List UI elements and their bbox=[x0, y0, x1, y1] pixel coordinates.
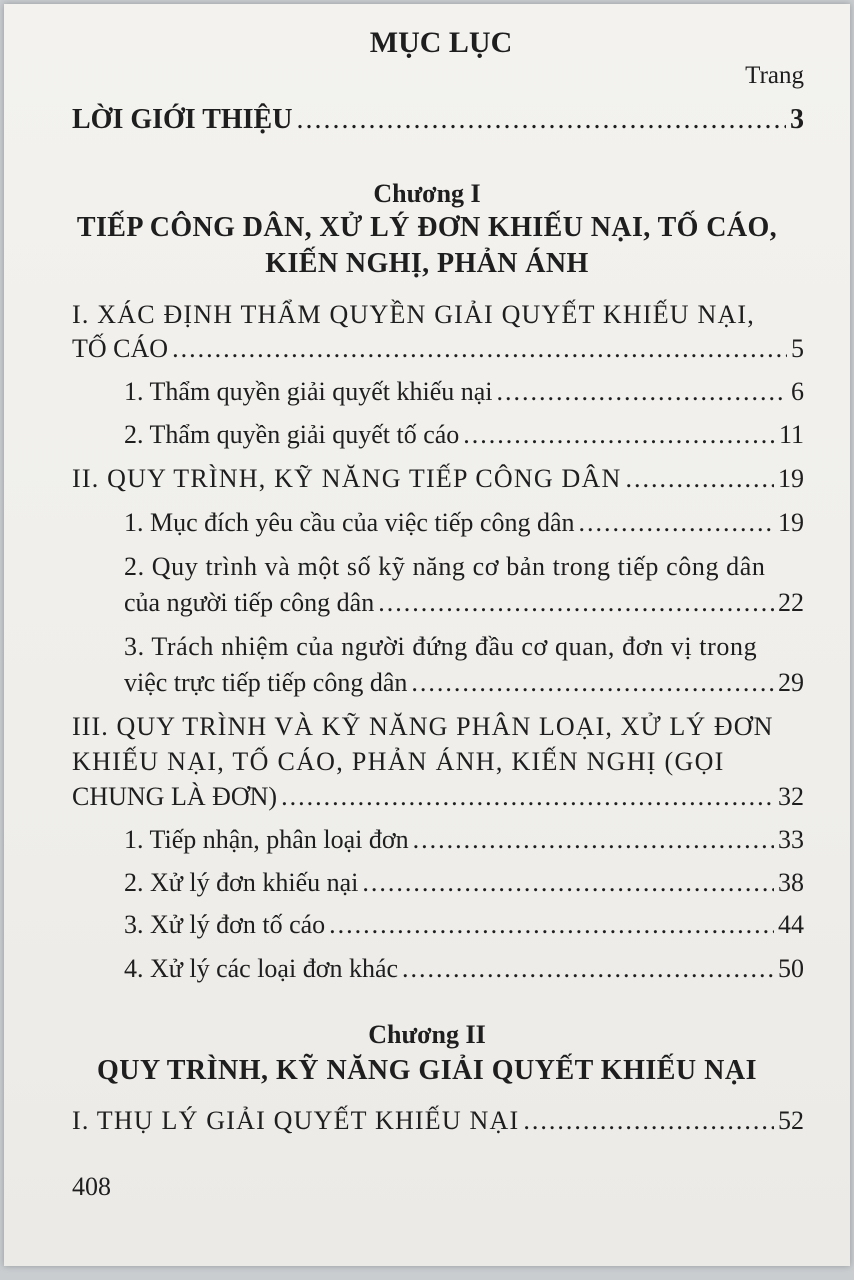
dot-leader bbox=[362, 868, 774, 898]
toc-entry-page: 32 bbox=[778, 782, 804, 811]
page-title: MỤC LỤC bbox=[369, 26, 513, 59]
dot-leader bbox=[497, 377, 788, 407]
toc-entry-section-1[interactable] bbox=[72, 334, 804, 364]
toc-entry-label: 3. Xử lý đơn tố cáo bbox=[124, 910, 326, 939]
toc-entry-page: 5 bbox=[791, 334, 804, 363]
toc-entry-page: 29 bbox=[778, 668, 804, 697]
dot-leader bbox=[411, 668, 774, 698]
chapter-number: Chương II bbox=[368, 1020, 486, 1049]
toc-entry-section-3[interactable] bbox=[72, 782, 804, 812]
toc-entry-label: TỐ CÁO bbox=[72, 334, 169, 363]
toc-entry-label: CHUNG LÀ ĐƠN) bbox=[72, 782, 278, 811]
toc-entry-page: 44 bbox=[778, 910, 804, 939]
toc-entry-label: II. QUY TRÌNH, KỸ NĂNG TIẾP CÔNG DÂN bbox=[72, 464, 622, 493]
chapter-title-line: QUY TRÌNH, KỸ NĂNG GIẢI QUYẾT KHIẾU NẠI bbox=[97, 1055, 757, 1086]
toc-entry-page: 19 bbox=[778, 464, 804, 493]
dot-leader bbox=[463, 420, 775, 450]
toc-entry-label: của người tiếp công dân bbox=[124, 588, 375, 617]
toc-entry-item[interactable] bbox=[124, 508, 804, 538]
dot-leader bbox=[579, 508, 775, 538]
toc-entry-item[interactable] bbox=[124, 668, 804, 698]
toc-entry-item[interactable] bbox=[124, 910, 804, 940]
page-number: 408 bbox=[72, 1172, 111, 1201]
toc-entry-item[interactable] bbox=[124, 420, 804, 450]
toc-entry-label: 2. Thẩm quyền giải quyết tố cáo bbox=[124, 420, 460, 449]
toc-entry-label: 3. Trách nhiệm của người đứng đầu cơ quan, đơn vị trong bbox=[124, 632, 758, 661]
toc-entry-page: 38 bbox=[778, 868, 804, 897]
toc-section-label: KHIẾU NẠI, TỐ CÁO, PHẢN ÁNH, KIẾN NGHỊ (GỌI bbox=[72, 747, 725, 776]
toc-section-label: III. QUY TRÌNH VÀ KỸ NĂNG PHÂN LOẠI, XỬ LÝ ĐƠN bbox=[72, 712, 774, 741]
chapter-title-line: KIẾN NGHỊ, PHẢN ÁNH bbox=[265, 248, 589, 279]
dot-leader bbox=[413, 825, 774, 855]
toc-entry-intro[interactable] bbox=[72, 104, 804, 136]
toc-entry-label: 4. Xử lý các loại đơn khác bbox=[124, 954, 399, 983]
toc-entry-page: 11 bbox=[778, 420, 804, 449]
toc-entry-label: 2. Xử lý đơn khiếu nại bbox=[124, 868, 359, 897]
toc-entry-page: 33 bbox=[778, 825, 804, 854]
toc-entry-label: 1. Mục đích yêu cầu của việc tiếp công dân bbox=[124, 508, 575, 537]
dot-leader bbox=[625, 464, 774, 494]
toc-entry-label: LỜI GIỚI THIỆU bbox=[72, 104, 293, 135]
dot-leader bbox=[378, 588, 774, 618]
dot-leader bbox=[296, 104, 786, 136]
toc-entry-label: I. THỤ LÝ GIẢI QUYẾT KHIẾU NẠI bbox=[72, 1106, 520, 1135]
dot-leader bbox=[523, 1106, 774, 1136]
dot-leader bbox=[281, 782, 774, 812]
toc-entry-section-2[interactable] bbox=[72, 464, 804, 494]
dot-leader bbox=[402, 954, 774, 984]
toc-entry-label: 1. Tiếp nhận, phân loại đơn bbox=[124, 825, 409, 854]
toc-entry-label: việc trực tiếp tiếp công dân bbox=[124, 668, 408, 697]
toc-entry-label: 2. Quy trình và một số kỹ năng cơ bản trong tiếp công dân bbox=[124, 552, 766, 581]
page-column-label: Trang bbox=[745, 62, 804, 89]
toc-entry-item[interactable] bbox=[124, 954, 804, 984]
chapter-number: Chương I bbox=[373, 179, 481, 208]
toc-entry-item[interactable] bbox=[124, 377, 804, 407]
toc-entry-page: 3 bbox=[790, 104, 804, 135]
book-page bbox=[4, 4, 850, 1266]
toc-entry-page: 52 bbox=[778, 1106, 804, 1135]
toc-entry-item[interactable] bbox=[124, 588, 804, 618]
toc-entry-item[interactable] bbox=[124, 825, 804, 855]
toc-entry-page: 6 bbox=[791, 377, 804, 406]
dot-leader bbox=[329, 910, 774, 940]
toc-entry-section-ch2-1[interactable] bbox=[72, 1106, 804, 1136]
chapter-title-line: TIẾP CÔNG DÂN, XỬ LÝ ĐƠN KHIẾU NẠI, TỐ CÁO, bbox=[76, 212, 778, 243]
dot-leader bbox=[172, 334, 787, 364]
toc-entry-label: 1. Thẩm quyền giải quyết khiếu nại bbox=[124, 377, 493, 406]
toc-entry-page: 22 bbox=[778, 588, 804, 617]
toc-entry-page: 50 bbox=[778, 954, 804, 983]
toc-entry-item[interactable] bbox=[124, 868, 804, 898]
toc-entry-page: 19 bbox=[778, 508, 804, 537]
toc-section-label: I. XÁC ĐỊNH THẨM QUYỀN GIẢI QUYẾT KHIẾU NẠI, bbox=[72, 300, 755, 329]
